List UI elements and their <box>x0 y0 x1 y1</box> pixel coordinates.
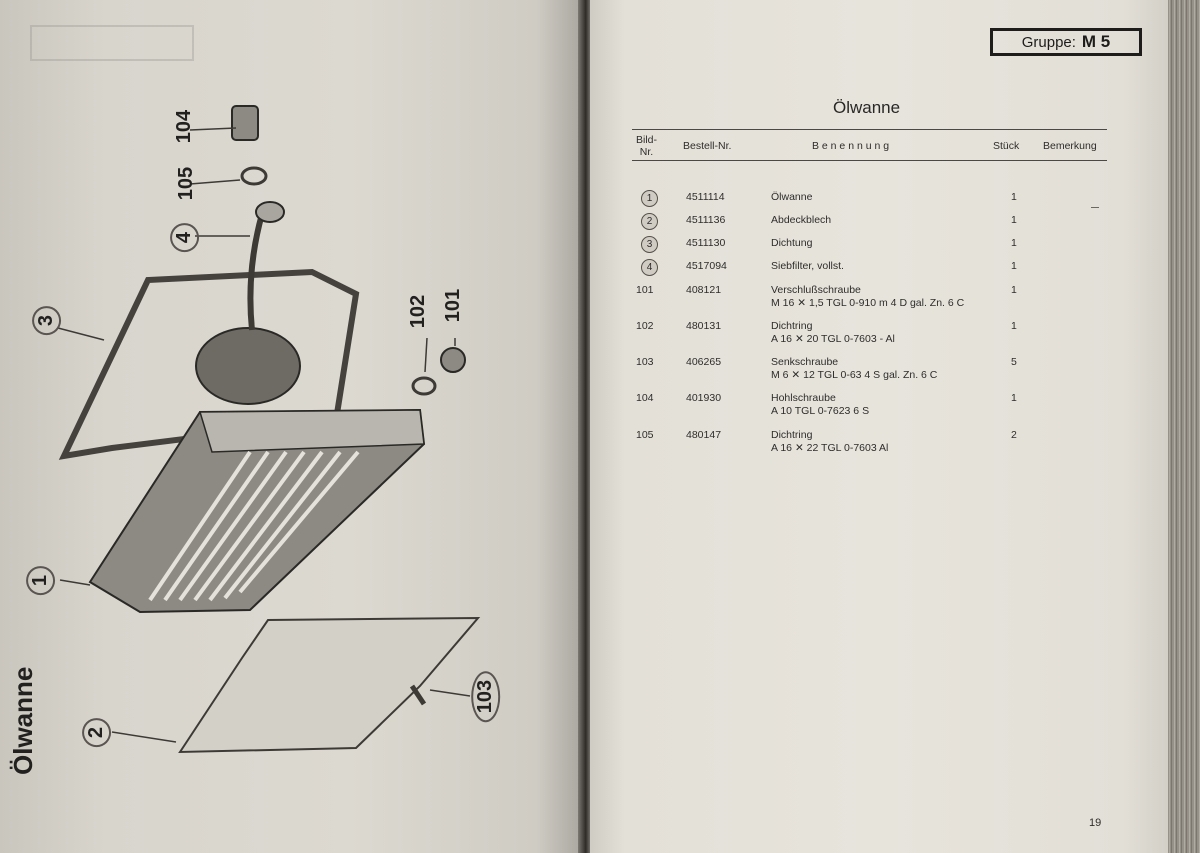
table-row-2-benennung: Abdeckblech <box>771 214 832 226</box>
table-row-3-stueck: 1 <box>1011 237 1017 249</box>
col-header-benennung: B e n e n n u n g <box>812 140 890 152</box>
table-row-1-bild: 1 <box>641 190 658 207</box>
group-box <box>990 28 1142 56</box>
callout-4: 4 <box>170 223 199 252</box>
side-title: Ölwanne <box>8 666 38 775</box>
table-row-101-bestell: 408121 <box>686 284 722 296</box>
table-row-104-bild: 104 <box>636 392 654 404</box>
callout-101: 101 <box>442 288 465 323</box>
right-page <box>590 0 1170 853</box>
table-row-102-bild: 102 <box>636 320 654 332</box>
col-header-bild: Bild- Nr. <box>636 134 658 158</box>
col-header-bemerkung: Bemerkung <box>1043 140 1097 152</box>
table-row-103-benennung: Senkschraube <box>771 356 839 368</box>
table-row-102-spec: A 16 ✕ 20 TGL 0-7603 - Al <box>771 333 895 345</box>
table-row-101-spec: M 16 ✕ 1,5 TGL 0-910 m 4 D gal. Zn. 6 C <box>771 297 965 309</box>
header-rule-top <box>632 129 1107 130</box>
left-page <box>0 0 583 853</box>
table-row-4-benennung: Siebfilter, vollst. <box>771 260 844 272</box>
table-row-101-bild: 101 <box>636 284 654 296</box>
page-number: 19 <box>1089 817 1102 829</box>
cover-plate-drawing <box>180 618 478 752</box>
table-row-3-bestell: 4511130 <box>686 237 726 249</box>
table-row-3-benennung: Dichtung <box>771 237 813 249</box>
table-row-2-bestell: 4511136 <box>686 214 726 226</box>
table-row-104-spec: A 10 TGL 0-7623 6 S <box>771 405 870 417</box>
margin-mark <box>1091 207 1099 208</box>
table-row-104-benennung: Hohlschraube <box>771 392 836 404</box>
table-row-103-bestell: 406265 <box>686 356 722 368</box>
table-row-1-benennung: Ölwanne <box>771 191 813 203</box>
callout-104: 104 <box>173 109 196 144</box>
table-row-2-stueck: 1 <box>1011 214 1017 226</box>
table-row-104-stueck: 1 <box>1011 392 1017 404</box>
callout-3: 3 <box>32 306 61 335</box>
table-row-101-stueck: 1 <box>1011 284 1017 296</box>
table-row-105-bestell: 480147 <box>686 429 722 441</box>
col-header-bestell: Bestell-Nr. <box>683 140 732 152</box>
table-row-103-stueck: 5 <box>1011 356 1017 368</box>
table-row-105-benennung: Dichtring <box>771 429 813 441</box>
table-row-105-bild: 105 <box>636 429 654 441</box>
table-row-4-bestell: 4517094 <box>686 260 727 272</box>
table-row-102-stueck: 1 <box>1011 320 1017 332</box>
group-label: Gruppe: <box>1021 33 1076 51</box>
callout-1: 1 <box>26 566 55 595</box>
table-row-105-stueck: 2 <box>1011 429 1017 441</box>
table-row-104-bestell: 401930 <box>686 392 722 404</box>
table-row-2-bild: 2 <box>641 213 658 230</box>
table-row-4-stueck: 1 <box>1011 260 1017 272</box>
group-value: M 5 <box>1081 32 1111 51</box>
table-row-103-spec: M 6 ✕ 12 TGL 0-63 4 S gal. Zn. 6 C <box>771 369 938 381</box>
callout-102: 102 <box>407 294 430 329</box>
table-row-1-stueck: 1 <box>1011 191 1017 203</box>
table-row-102-benennung: Dichtring <box>771 320 813 332</box>
page-edges <box>1168 0 1200 853</box>
table-row-3-bild: 3 <box>641 236 658 253</box>
callout-103: 103 <box>471 671 500 722</box>
table-row-101-benennung: Verschlußschraube <box>771 284 861 296</box>
table-row-4-bild: 4 <box>641 259 658 276</box>
table-row-105-spec: A 16 ✕ 22 TGL 0-7603 Al <box>771 442 889 454</box>
callout-2: 2 <box>82 718 111 747</box>
table-row-103-bild: 103 <box>636 356 654 368</box>
col-header-stueck: Stück <box>993 140 1020 152</box>
strainer-drawing <box>196 328 300 404</box>
page-title: Ölwanne <box>833 98 901 117</box>
table-row-102-bestell: 480131 <box>686 320 722 332</box>
table-row-1-bestell: 4511114 <box>686 191 725 203</box>
header-rule-bottom <box>632 160 1107 161</box>
callout-105: 105 <box>175 166 198 201</box>
